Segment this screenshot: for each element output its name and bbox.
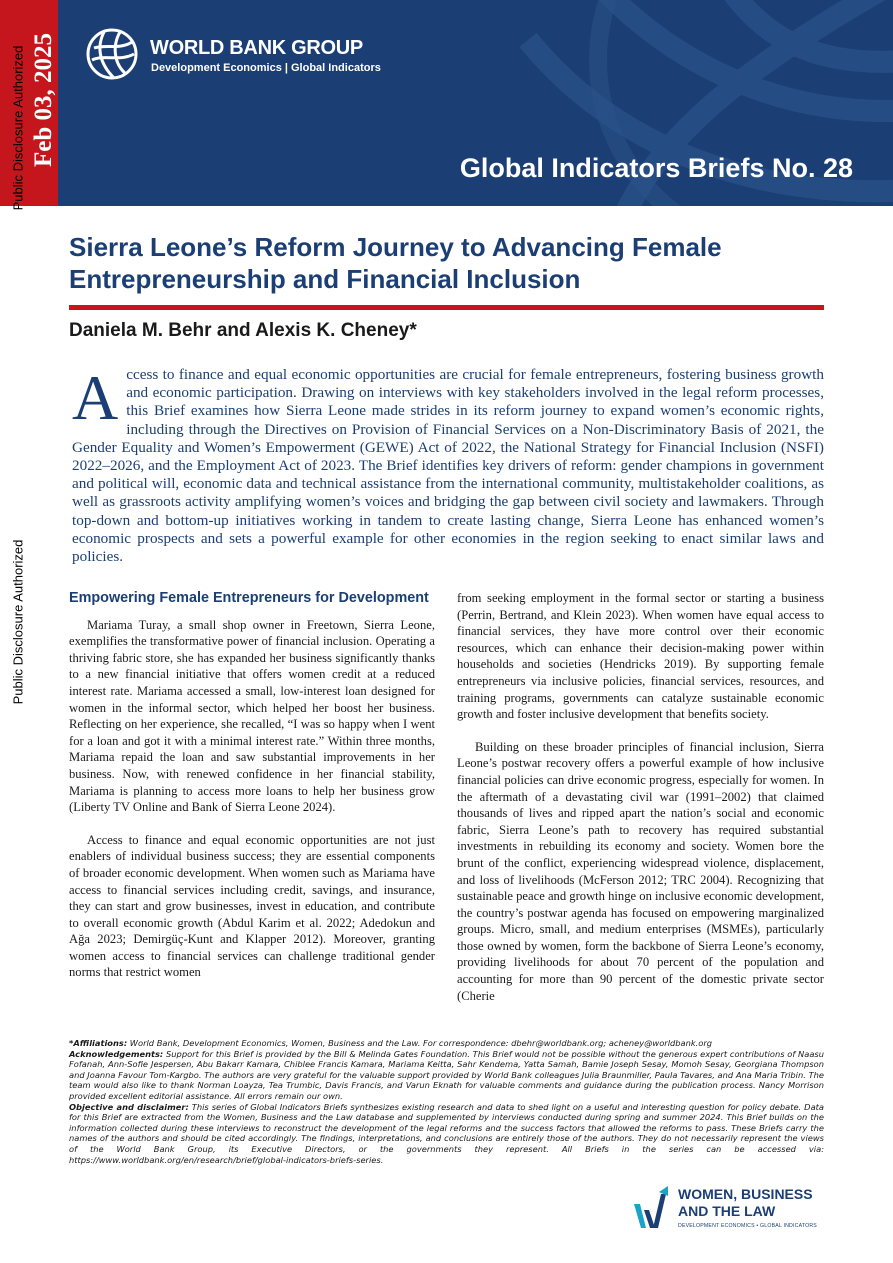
abstract-text: ccess to finance and equal economic opportunities are crucial for female entrepreneurs, fostering business growth and economic participation. Drawing on interviews with key stakeholders involved in the legal reform processes, this Brief examines how Sierra Leone made strides in its reform journey to expand women’s economic rights, including through the Directives on Provision of Financial Services on a Non-Discriminatory Basis of 2021, the Gender Equality and Women’s Empowerment (GEWE) Act of 2022, the National Strategy for Financial Inclusion (NSFI) 2022–2026, and the Employment Act of 2023. The Brief identifies key drivers of reform: gender champions in government and political will, economic data and technical assistance from the international community, multistakeholder coalitions, as well as grassroots activity amplifying women’s voices and bridging the gap between civil society and lawmakers. Through top-down and bottom-up initiatives working in tandem to create lasting change, Sierra Leone has enhanced women’s economic prospects and sets a powerful example for other economies in the region seeking to enact similar laws and policies. <box>72 366 824 566</box>
body-paragraph: Access to finance and equal economic opportunities are not just enablers of individual business success; they are essential components of broader economic development. When women such as Mariama have access to financial services including credit, savings, and insurance, they can start and grow businesses, invest in education, and contribute to overall economic growth (Abdul Karim et al. 2022; Adedokun and Ağa 2023; Demirgüç-Kunt and Klapper 2012). Moreover, granting women access to financial services can challenge traditional gender norms that restrict women <box>69 832 435 980</box>
wbl-w-icon <box>632 1186 670 1232</box>
world-bank-globe-icon <box>86 28 138 80</box>
title-divider <box>69 305 824 310</box>
footnote-acknowledgements <box>69 1049 824 1102</box>
page-title <box>69 231 829 295</box>
disclosure-label-middle: Public Disclosure Authorized <box>10 539 26 705</box>
wbl-title-line-2: AND THE LAW <box>678 1203 776 1219</box>
abstract <box>72 362 824 566</box>
wbl-subtitle: DEVELOPMENT ECONOMICS • GLOBAL INDICATORS <box>678 1223 817 1229</box>
title-line-1: Sierra Leone’s Reform Journey to Advancing Female <box>69 232 722 262</box>
abstract-dropcap: A <box>72 362 119 433</box>
body-paragraph: from seeking employment in the formal sector or starting a business (Perrin, Bertrand, and Klein 2023). When women have equal access to financial services, they have more control over their economic resources, which can enhance their decision-making power within households and societies (Hendricks 2019). By supporting female entrepreneurs via inclusive policies, financial services, resources, and training programs, governments can catalyze sustainable economic growth and foster inclusive development that benefits society. <box>457 591 824 722</box>
disclosure-label-top: Public Disclosure Authorized <box>10 45 26 211</box>
org-subtitle: Development Economics | Global Indicators <box>151 62 381 74</box>
date-stamp: Feb 03, 2025 <box>30 32 57 168</box>
footnote-label: *Affiliations: <box>69 1038 128 1048</box>
right-column <box>457 590 824 1020</box>
footnotes <box>69 1038 824 1165</box>
wbl-logo <box>632 1186 824 1232</box>
wbl-title-line-1: WOMEN, BUSINESS <box>678 1186 813 1202</box>
org-name: WORLD BANK GROUP <box>150 37 363 59</box>
title-line-2: Entrepreneurship and Financial Inclusion <box>69 264 581 294</box>
footnote-affiliations <box>69 1038 824 1049</box>
footnote-label: Objective and disclaimer: <box>69 1101 189 1112</box>
series-title: Global Indicators Briefs No. 28 <box>459 153 853 183</box>
footnote-text: Support for this Brief is provided by the Bill & Melinda Gates Foundation. This Brief would not be possible without the generous expert contributions of Naasu Fofanah, Ann-Sofie Jespersen, Abu Bakarr Kamara, Chiblee Francis Kamara, Mariama Keitta, Sahr Kendema, Yatta Samah, Bamie Joseph Sesay, Momoh Sesay, Georgiana Thompson and Joanna Favour Tom-Kargbo. The authors are very grateful for the valuable support provided by World Bank colleagues Julia Braunmiller, Paula Tavares, and Ana Maria Tribin. The team would also like to thank Norman Loayza, Tea Trumbic, Davis Francis, and Varun Eknath for valuable comments and guidance during the publication process. Nancy Morrison provided excellent editorial assistance. All errors remain our own. <box>69 1048 824 1101</box>
body-paragraph: Building on these broader principles of financial inclusion, Sierra Leone’s postwar recovery offers a powerful example of how inclusive financial policies can drive economic progress, especially for women. In the aftermath of a devastating civil war (1991–2002) that claimed thousands of lives and ripped apart the nation’s social and economic fabric, Sierra Leone’s path to recovery has required substantial investments in rebuilding its economy and society. Women bore the brunt of the conflict, experiencing widespread violence, displacement, and loss of livelihoods (McFerson 2012; TRC 2004). Recognizing that sustainable peace and growth hinge on inclusive economic development, the country’s postwar agenda has focused on empowering marginalized groups. Micro, small, and medium enterprises (MSMEs), particularly those owned by women, form the backbone of Sierra Leone’s economy, providing livelihoods for about 70 percent of the population and accounting for more than 90 percent of the domestic private sector (Cherie <box>457 739 824 1003</box>
footnote-disclaimer <box>69 1102 824 1166</box>
footnote-label: Acknowledgements: <box>69 1048 164 1059</box>
section-heading: Empowering Female Entrepreneurs for Development <box>69 590 429 606</box>
authors: Daniela M. Behr and Alexis K. Cheney* <box>69 320 417 341</box>
left-column <box>69 590 435 997</box>
footnote-text: This series of Global Indicators Briefs synthesizes existing research and data to shed light on a useful and interesting question for policy debate. Data for this Brief are extracted from the Women, Business and the Law database and supplemented by interviews conducted during spring and summer 2024. This Brief builds on the information collected during these interviews to reconstruct the development of the legal reforms and the success factors that allowed the reforms to pass. These Briefs carry the names of the authors and should be cited accordingly. The findings, interpretations, and conclusions are entirely those of the authors. They do not necessarily represent the views of the World Bank Group, its Executive Directors, or the governments they represent. All Briefs in the series can be accessed via: https://www.worldbank.org/en/research/brief/global-indicators-briefs-series. <box>69 1101 824 1165</box>
footnote-text: World Bank, Development Economics, Women, Business and the Law. For correspondence: dbehr@worldbank.org; acheney@worldbank.org <box>127 1038 713 1048</box>
body-paragraph: Mariama Turay, a small shop owner in Freetown, Sierra Leone, exemplifies the transformative power of financial inclusion. Operating a thriving fabric store, she has expanded her business significantly thanks to a new financial initiative that offers women credit at a reduced interest rate. Mariama accessed a small, low-interest loan designed for women in the informal sector, which helped her boost her business. Reflecting on her experience, she recalled, “I was so happy when I went for a loan and got it with a minimal interest rate.” Within three months, Mariama repaid the loan and saw substantial improvements in her business. Now, with renewed confidence in her financial stability, Mariama is planning to access more loans to help her business grow (Liberty TV Online and Bank of Sierra Leone 2024). <box>69 617 435 815</box>
